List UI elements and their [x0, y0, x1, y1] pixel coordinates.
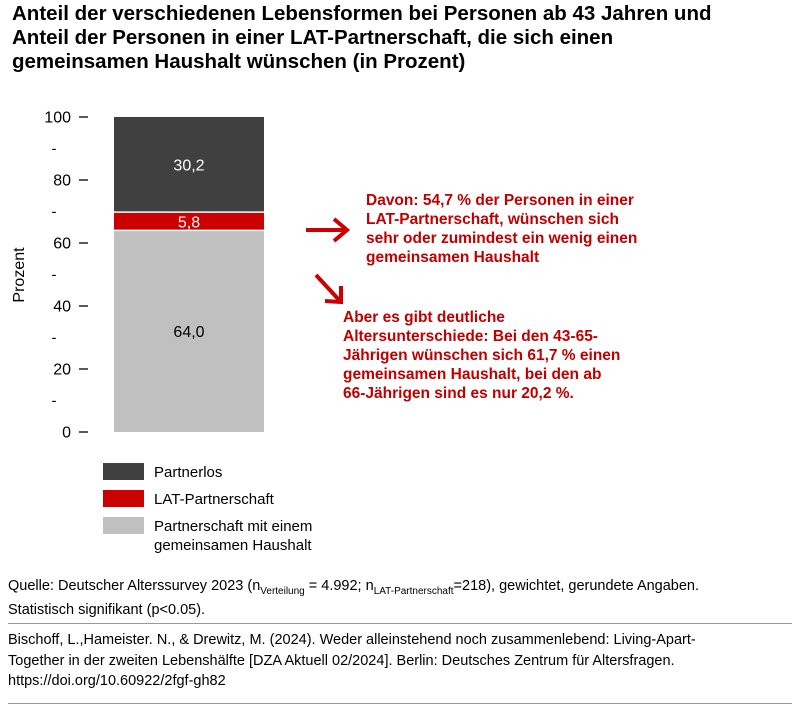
- annotation-line: Davon: 54,7 % der Personen in einer: [366, 192, 634, 209]
- title-line: Anteil der Personen in einer LAT-Partnerschaft, die sich einen: [12, 26, 614, 49]
- arrow-right-icon: [306, 219, 347, 241]
- source-note: [8, 577, 793, 619]
- annotation-line: Jährigen wünschen sich 61,7 % einen: [343, 347, 621, 364]
- bar-data-label: 5,8: [177, 214, 201, 232]
- annotation-line: sehr oder zumindest ein wenig einen: [366, 230, 638, 247]
- title-line: gemeinsamen Haushalt wünschen (in Prozent): [12, 50, 466, 73]
- y-minor-tick: -: [51, 140, 57, 158]
- annotation-line: Altersunterschiede: Bei den 43-65-: [343, 328, 598, 345]
- legend-swatch: [103, 490, 144, 507]
- bar-data-label: 64,0: [173, 324, 205, 342]
- annotation-line: 66-Jährigen sind es nur 20,2 %.: [343, 385, 574, 402]
- legend-item-lat: [103, 490, 274, 509]
- legend-swatch: [103, 463, 144, 480]
- source-text: = 4.992; n: [304, 578, 374, 594]
- annotation-age-differences: [343, 308, 620, 403]
- source-line: [8, 577, 793, 601]
- legend-swatch: [103, 517, 144, 534]
- divider: [8, 623, 792, 624]
- y-minor-tick: -: [51, 392, 57, 410]
- citation-line: Bischoff, L.,Hameister. N., & Drewitz, M. (2024). Weder alleinstehend noch zusammenlebend: Living-Apart-: [8, 632, 696, 648]
- y-minor-tick: -: [51, 203, 57, 221]
- y-minor-tick: -: [51, 329, 57, 347]
- legend-label: [154, 517, 312, 555]
- citation-line[interactable]: https://doi.org/10.60922/2fgf-gh82: [8, 673, 226, 689]
- source-text: Quelle: Deutscher Alterssurvey 2023 (n: [8, 578, 261, 594]
- annotation-line: LAT-Partnerschaft, wünschen sich: [366, 211, 619, 228]
- y-tick-label: 60: [53, 235, 71, 253]
- y-tick-label: 0: [62, 424, 71, 442]
- legend-label: Partnerlos: [154, 464, 223, 481]
- source-subscript: Verteilung: [260, 585, 305, 597]
- significance-note: Statistisch signifikant (p<0.05).: [8, 601, 206, 618]
- arrow-down-right-icon: [316, 275, 341, 302]
- annotation-line: gemeinsamen Haushalt: [366, 249, 540, 266]
- title-line: Anteil der verschiedenen Lebensformen bei Personen ab 43 Jahren und: [12, 2, 712, 25]
- y-tick-label: 20: [53, 361, 71, 379]
- source-subscript: LAT-Partnerschaft: [373, 585, 454, 597]
- source-text: =218), gewichtet, gerundete Angaben.: [453, 578, 700, 594]
- annotation-line: gemeinsamen Haushalt, bei den ab: [343, 366, 602, 383]
- legend-label-line: gemeinsamen Haushalt: [154, 537, 312, 554]
- bar-stack: [114, 117, 264, 432]
- annotation-arrows: [306, 219, 347, 302]
- legend-label: LAT-Partnerschaft: [154, 491, 274, 508]
- y-axis: [44, 110, 88, 442]
- legend-item-gemeinsam: [103, 517, 312, 555]
- annotation-lat-wish: [366, 191, 637, 267]
- bar-data-label: 30,2: [173, 157, 205, 175]
- legend-item-partnerlos: [103, 463, 222, 482]
- annotation-line: Aber es gibt deutliche: [343, 309, 505, 326]
- divider: [8, 703, 792, 704]
- y-tick-label: 100: [44, 109, 71, 127]
- y-tick-label: 40: [53, 298, 71, 316]
- y-tick-label: 80: [53, 172, 71, 190]
- legend-label-line: Partnerschaft mit einem: [154, 518, 313, 535]
- y-minor-tick: -: [51, 266, 57, 284]
- citation-line: Together in der zweiten Lebenshälfte [DZA Aktuell 02/2024]. Berlin: Deutsches Zentrum für Altersfragen.: [8, 652, 675, 669]
- citation: [8, 630, 798, 692]
- y-axis-label: Prozent: [11, 247, 28, 303]
